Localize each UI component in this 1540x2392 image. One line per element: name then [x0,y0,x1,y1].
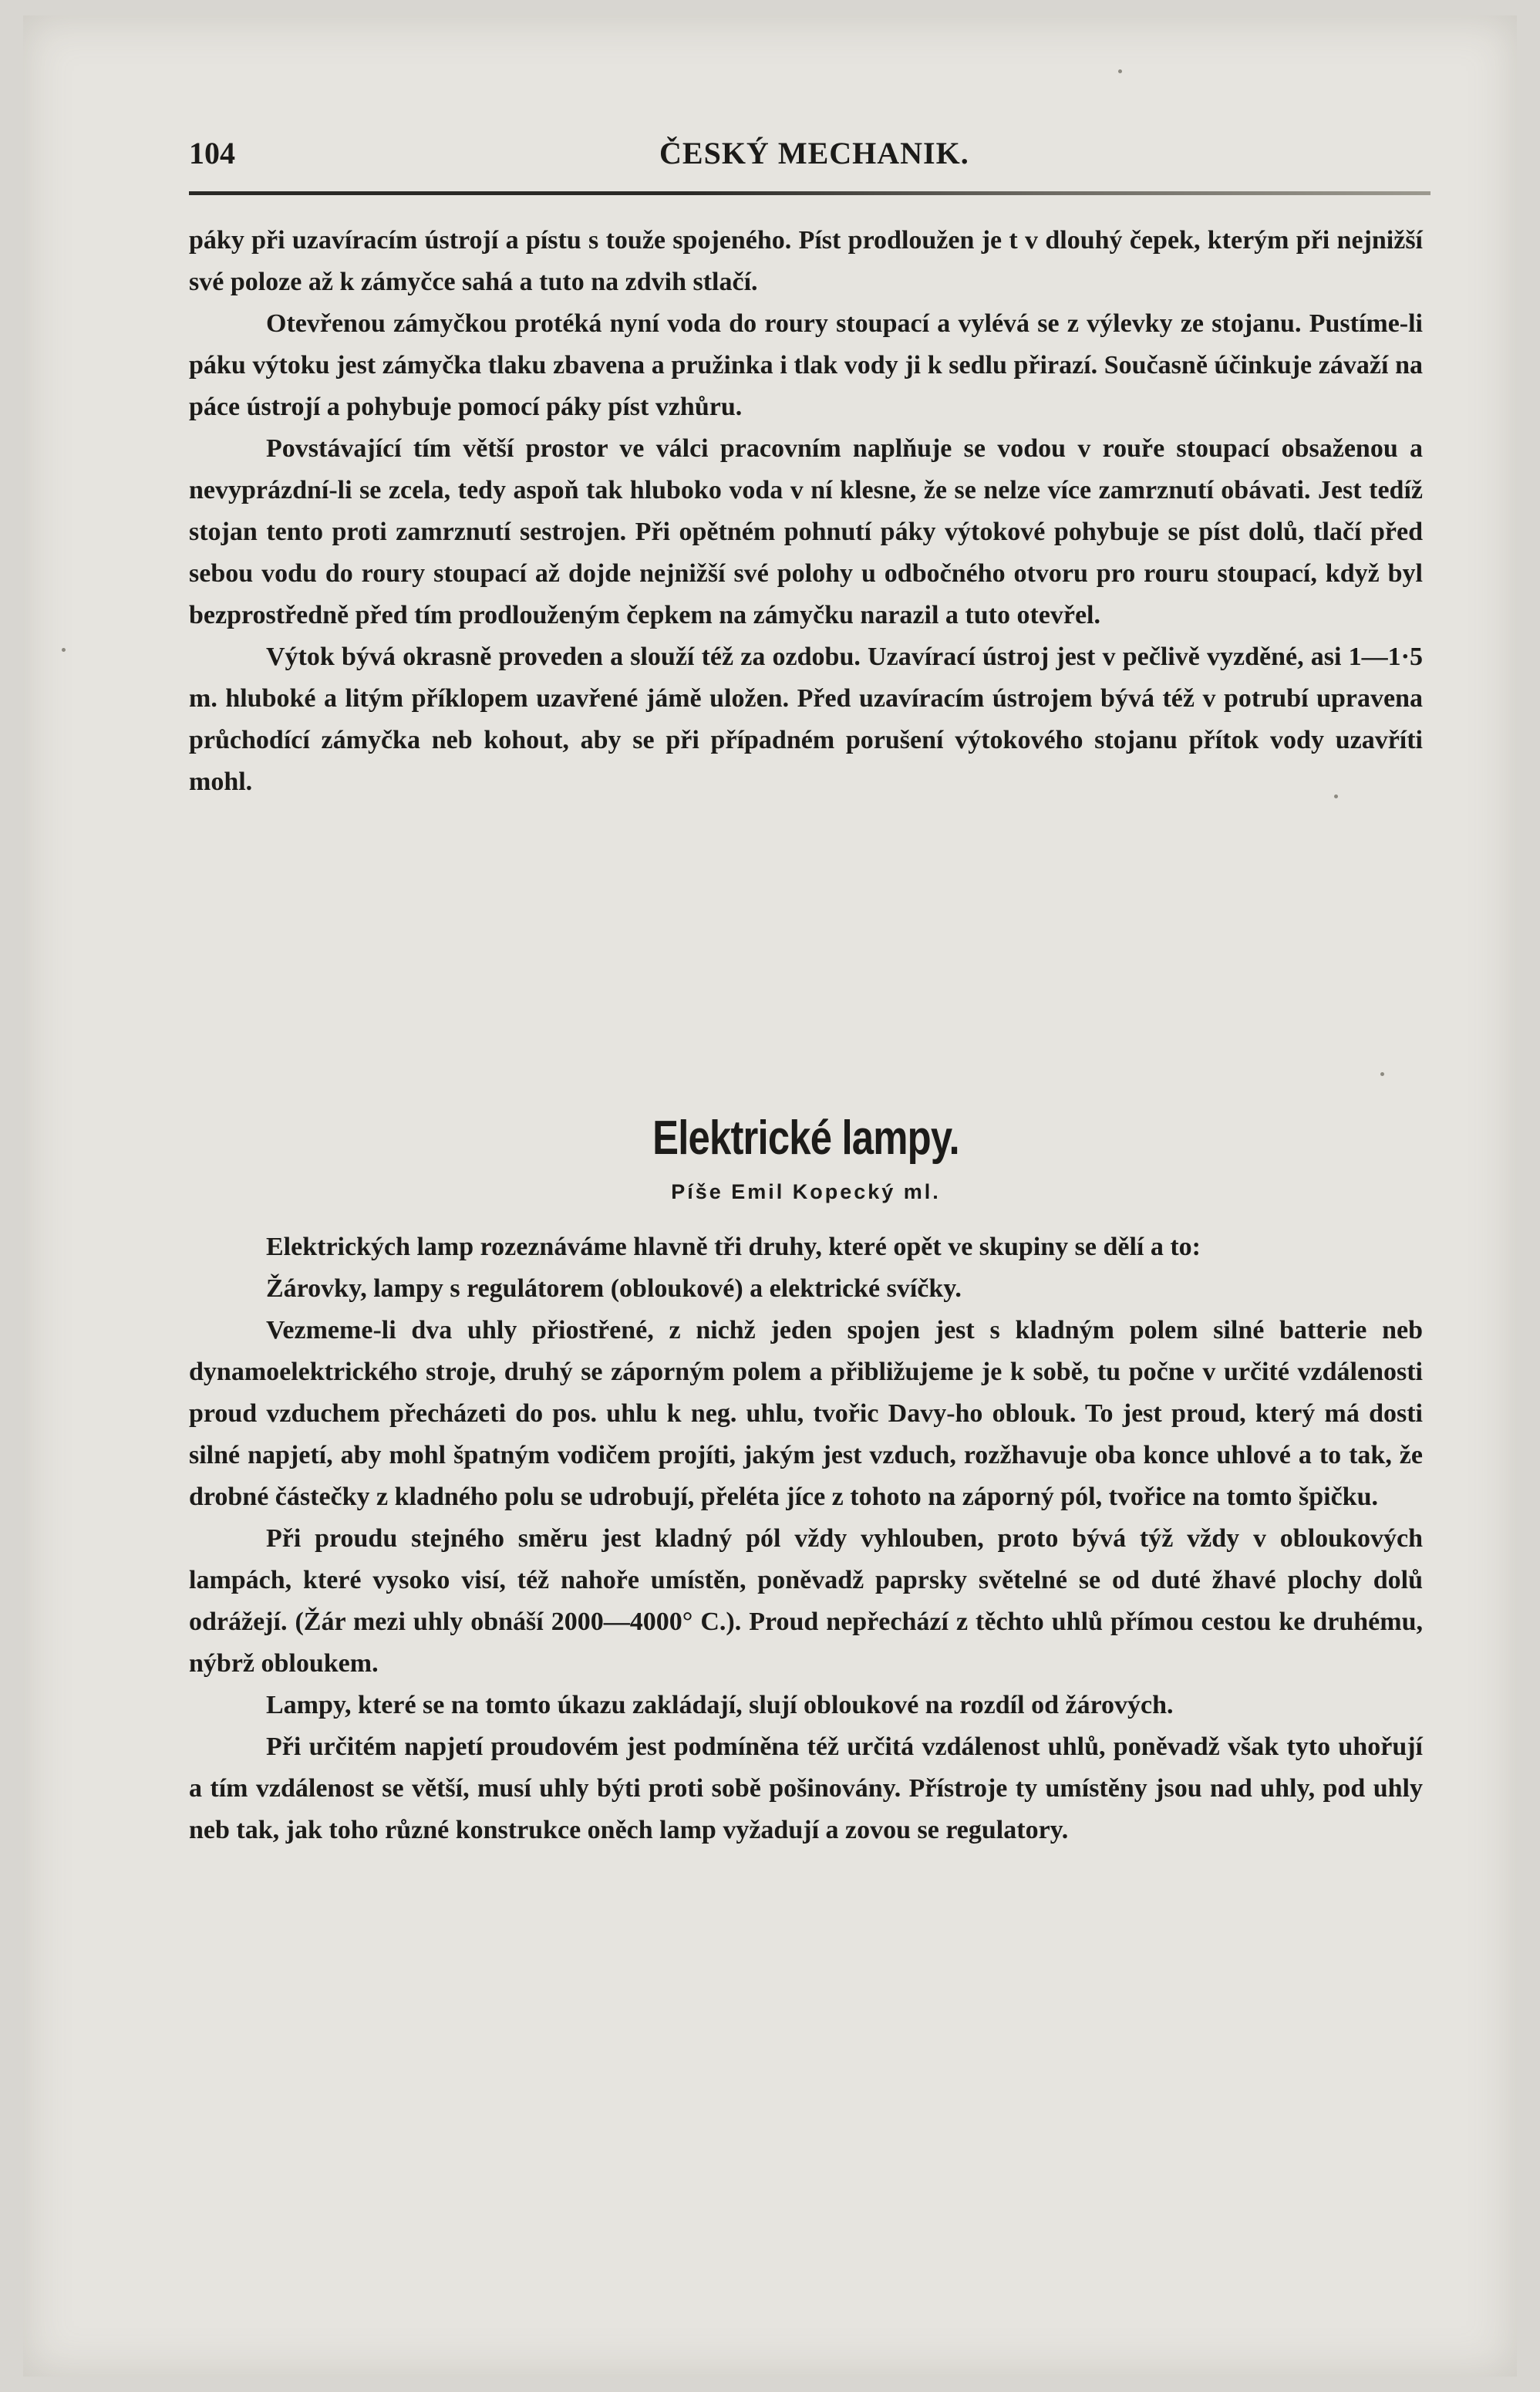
article-title: Elektrické lampy. [652,1112,959,1165]
running-title: ČESKÝ MECHANIK. [659,136,969,170]
paragraph: Otevřenou zámyčkou protéká nyní voda do roury stoupací a vylévá se z výlevky ze stojanu. Pustíme-li páku výtoku jest zámyčka tlaku zbavena a pružinka i tlak vody ji k sedlu přirazí. Současně účinkuje závaží na páce ústrojí a pohybuje pomocí páky píst vzhůru. [189,309,1423,421]
page-number: 104 [189,136,235,170]
paragraph: Žárovky, lampy s regulátorem (obloukové) a elektrické svíčky. [266,1274,962,1303]
paper-speck [1118,69,1122,73]
header-rule [189,191,1430,195]
paragraph: páky při uzavíracím ústrojí a pístu s touže spojeného. Píst prodloužen je t v dlouhý čepek, kterým při nejnižší své poloze až k zámyčce sahá a tuto na zdvih stlačí. [189,226,1423,296]
article-body [189,1226,1423,1851]
paragraph: Vezmeme-li dva uhly přiostřené, z nichž jeden spojen jest s kladným polem silné batterie neb dynamoelektrického stroje, druhý se záporným polem a přibližujeme je k sobě, tu počne v určité vzdálenosti proud vzduchem přecházeti do pos. uhlu k neg. uhlu, tvořic Davy-ho oblouk. To jest proud, který má dosti silné napjetí, aby mohl špatným vodičem projíti, jakým jest vzduch, rozžhavuje oba konce uhlové a to tak, že drobné částečky z kladného polu se udrobují, přeléta jíce z tohoto na záporný pól, tvořice na tomto špičku. [189,1316,1423,1511]
paper-speck [62,648,66,652]
paragraph: Povstávající tím větší prostor ve válci pracovním naplňuje se vodou v rouře stoupací obsaženou a nevyprázdní-li se zcela, tedy aspoň tak hluboko voda v ní klesne, že se nelze více zamrznutí obávati. Jest tedíž stojan tento proti zamrznutí sestrojen. Při opětném pohnutí páky výtokové pohybuje se píst dolů, tlačí před sebou vodu do roury stoupací až dojde nejnižší své polohy u odbočného otvoru pro rouru stoupací, když byl bezprostředně před tím prodlouženým čepkem na zámyčku narazil a tuto otevřel. [189,434,1423,629]
page-header [189,135,1430,181]
paragraph: Při určitém napjetí proudovém jest podmíněna též určitá vzdálenost uhlů, poněvadž však tyto uhořují a tím vzdálenost se větší, musí uhly býti proti sobě pošinovány. Přístroje ty umístěny jsou nad uhly, pod uhly neb tak, jak toho různé konstrukce oněch lamp vyžadují a zovou se regulatory. [189,1732,1423,1844]
paragraph: Výtok bývá okrasně proveden a slouží též za ozdobu. Uzavírací ústroj jest v pečlivě vyzděné, asi 1—1·5 m. hluboké a litým příklopem uzavřené jámě uložen. Před uzavíracím ústrojem bývá též v potrubí upravena průchodící zámyčka neb kohout, aby se při případném porušení výtokového stojanu přítok vody uzavříti mohl. [189,643,1423,796]
continued-text [189,220,1423,803]
paragraph: Při proudu stejného směru jest kladný pól vždy vyhlouben, proto bývá týž vždy v obloukových lampách, které vysoko visí, též nahoře umístěn, poněvadž paprsky světelné se od duté žhavé plochy dolů odrážejí. (Žár mezi uhly obnáší 2000—4000° C.). Proud nepřechází z těchto uhlů přímou cestou ke druhému, nýbrž obloukem. [189,1524,1423,1678]
paragraph: Elektrických lamp rozeznáváme hlavně tři druhy, které opět ve skupiny se dělí a to: [266,1233,1201,1261]
paragraph: Lampy, které se na tomto úkazu zakládají, slují obloukové na rozdíl od žárových. [266,1691,1174,1719]
paper-speck [1380,1072,1384,1076]
article-byline: Píše Emil Kopecký ml. [671,1180,941,1203]
